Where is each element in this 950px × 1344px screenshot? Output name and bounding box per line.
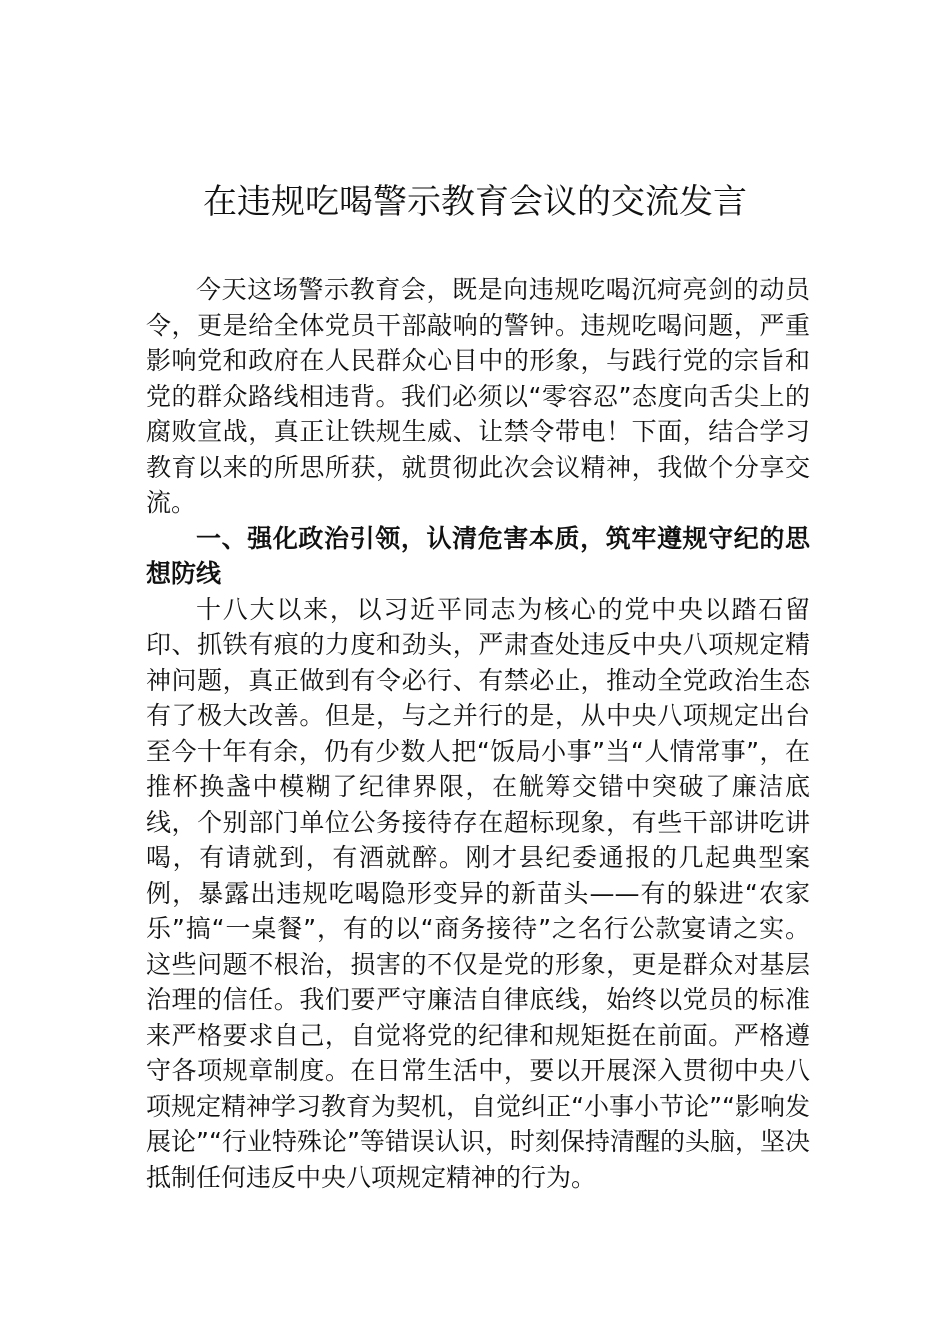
document-body [146, 272, 810, 1195]
section-heading-1: 一、强化政治引领，认清危害本质，筑牢遵规守纪的思想防线 [146, 523, 810, 588]
intro-paragraph: 今天这场警示教育会，既是向违规吃喝沉疴亮剑的动员令，更是给全体党员干部敲响的警钟。违规吃喝问题，严重影响党和政府在人民群众心目中的形象，与践行党的宗旨和党的群众路线相违背。我们必须以“零容忍”态度向舌尖上的腐败宣战，真正让铁规生威、让禁令带电！下面，结合学习教育以来的所思所获，就贯彻此次会议精神，我做个分享交流。 [146, 275, 810, 517]
section-1-paragraph: 十八大以来，以习近平同志为核心的党中央以踏石留印、抓铁有痕的力度和劲头，严肃查处违反中央八项规定精神问题，真正做到有令必行、有禁必止，推动全党政治生态有了极大改善。但是，与之并行的是，从中央八项规定出台至今十年有余，仍有少数人把“饭局小事”当“人情常事”，在推杯换盏中模糊了纪律界限，在觥筹交错中突破了廉洁底线，个别部门单位公务接待存在超标现象，有些干部讲吃讲喝，有请就到，有酒就醉。刚才县纪委通报的几起典型案例，暴露出违规吃喝隐形变异的新苗头——有的躲进“农家乐”搞“一桌餐”，有的以“商务接待”之名行公款宴请之实。这些问题不根治，损害的不仅是党的形象，更是群众对基层治理的信任。我们要严守廉洁自律底线，始终以党员的标准来严格要求自己，自觉将党的纪律和规矩挺在前面。严格遵守各项规章制度。在日常生活中，要以开展深入贯彻中央八项规定精神学习教育为契机，自觉纠正“小事小节论”“影响发展论”“行业特殊论”等错误认识，时刻保持清醒的头脑，坚决抵制任何违反中央八项规定精神的行为。 [146, 594, 810, 1192]
document-title: 在违规吃喝警示教育会议的交流发言 [203, 182, 747, 222]
